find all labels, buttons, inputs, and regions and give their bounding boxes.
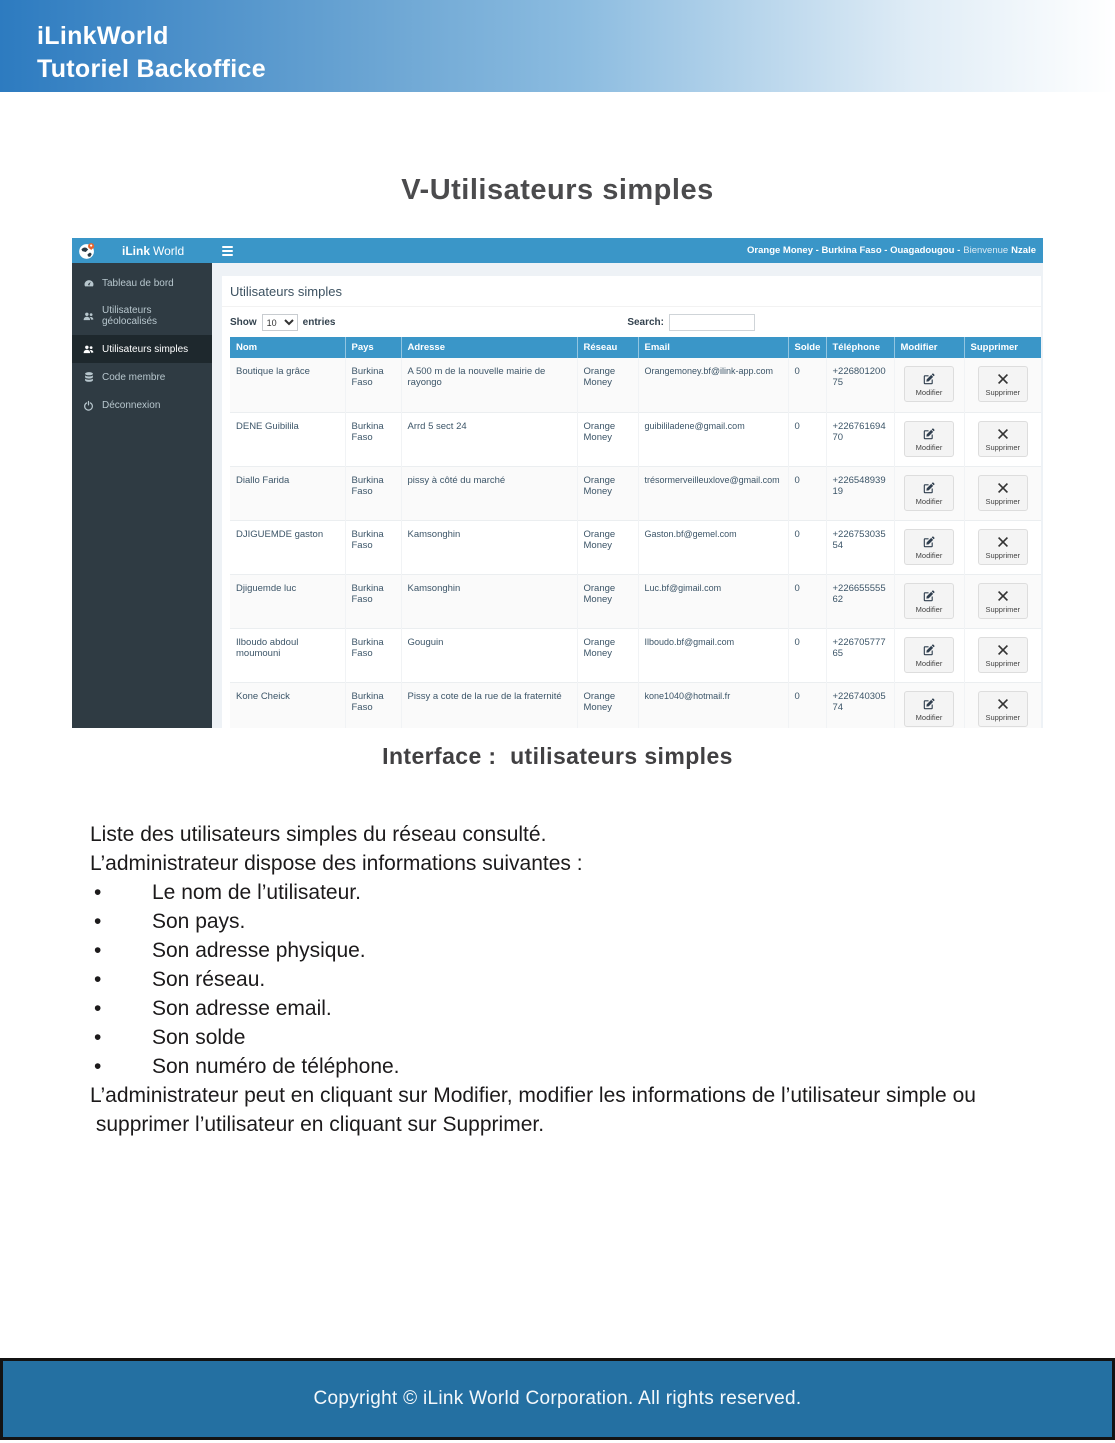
- cell-adresse: Kamsonghin: [401, 574, 577, 628]
- cell-email: guibililadene@gmail.com: [638, 412, 788, 466]
- bullet-marker: •: [94, 968, 102, 991]
- cell-telephone: +22670577765: [826, 628, 894, 682]
- search-input[interactable]: [669, 314, 755, 331]
- cell-solde: 0: [788, 574, 826, 628]
- table-row: [230, 412, 1041, 466]
- cell-email: kone1040@hotmail.fr: [638, 682, 788, 728]
- cell-modifier: [894, 412, 964, 466]
- bullet-text: Son adresse physique.: [152, 939, 366, 962]
- cell-supprimer: [964, 628, 1041, 682]
- button-label: Modifier: [915, 658, 943, 668]
- bullet-marker: •: [94, 910, 102, 933]
- sidebar-item-deconnexion[interactable]: [72, 391, 212, 419]
- x-icon: [998, 482, 1008, 494]
- bullet-marker: •: [94, 881, 102, 904]
- sidebar-item-label: Tableau de bord: [102, 277, 174, 289]
- body-line: supprimer l’utilisateur en cliquant sur Supprimer.: [90, 1113, 545, 1136]
- cell-telephone: +22676169470: [826, 412, 894, 466]
- cell-telephone: +22654893919: [826, 466, 894, 520]
- cell-reseau: Orange Money: [577, 466, 638, 520]
- cell-pays: Burkina Faso: [345, 574, 401, 628]
- edit-icon: [923, 482, 935, 494]
- app-brand: [72, 238, 212, 263]
- users-table: [230, 337, 1041, 728]
- bullet-text: Son solde: [152, 1026, 246, 1049]
- column-header: Pays: [345, 337, 401, 358]
- cell-nom: Djiguemde luc: [236, 582, 297, 594]
- bullet-text: Son pays.: [152, 910, 246, 933]
- body-line: L’administrateur dispose des informations suivantes :: [90, 852, 583, 875]
- cell-pays: Burkina Faso: [345, 358, 401, 412]
- cell-pays: Burkina Faso: [345, 682, 401, 728]
- button-label: Modifier: [915, 442, 943, 452]
- modifier-button[interactable]: [904, 583, 954, 619]
- table-row: [230, 358, 1041, 412]
- table-row: [230, 520, 1041, 574]
- modifier-button[interactable]: [904, 529, 954, 565]
- sidebar-item-utilisateurs-simples[interactable]: [72, 335, 212, 363]
- x-icon: [998, 644, 1008, 656]
- cell-adresse: Gouguin: [401, 628, 577, 682]
- button-label: Modifier: [915, 604, 943, 614]
- sidebar-item-code-membre[interactable]: [72, 363, 212, 391]
- cell-pays: Burkina Faso: [345, 412, 401, 466]
- main-content: [212, 263, 1043, 728]
- cell-supprimer: [964, 574, 1041, 628]
- cell-modifier: [894, 520, 964, 574]
- supprimer-button[interactable]: [978, 421, 1028, 457]
- edit-icon: [923, 644, 935, 656]
- edit-icon: [923, 373, 935, 385]
- cell-modifier: [894, 358, 964, 412]
- bullet-marker: •: [94, 1055, 102, 1078]
- cell-adresse: Kamsonghin: [401, 520, 577, 574]
- hamburger-menu-icon[interactable]: [212, 238, 243, 263]
- entries-select[interactable]: [262, 314, 298, 331]
- bullet-text: Son numéro de téléphone.: [152, 1055, 400, 1078]
- modifier-button[interactable]: [904, 637, 954, 673]
- sidebar-item-label: Code membre: [102, 371, 166, 383]
- users-table-header-row: [230, 337, 1041, 358]
- button-label: Supprimer: [985, 388, 1021, 397]
- cell-pays: Burkina Faso: [345, 466, 401, 520]
- cell-reseau: Orange Money: [577, 520, 638, 574]
- cell-telephone: +22675303554: [826, 520, 894, 574]
- column-header: Adresse: [401, 337, 577, 358]
- cell-supprimer: [964, 412, 1041, 466]
- cell-reseau: Orange Money: [577, 628, 638, 682]
- cell-email: Gaston.bf@gemel.com: [638, 520, 788, 574]
- cell-nom: DENE Guibilila: [236, 420, 299, 432]
- button-label: Modifier: [915, 550, 943, 560]
- cell-nom: Kone Cheick: [236, 690, 290, 702]
- button-label: Modifier: [915, 496, 943, 506]
- supprimer-button[interactable]: [978, 366, 1028, 402]
- app-brand-text: iLink World: [122, 243, 185, 258]
- button-label: Supprimer: [985, 712, 1021, 722]
- bullet-marker: •: [94, 1026, 102, 1049]
- bullet-text: Son adresse email.: [152, 997, 332, 1020]
- body-line: L’administrateur peut en cliquant sur Modifier, modifier les informations de l’utilisateur simple ou: [90, 1084, 976, 1107]
- cell-solde: 0: [788, 520, 826, 574]
- button-label: Supprimer: [985, 658, 1021, 668]
- cell-modifier: [894, 574, 964, 628]
- edit-icon: [923, 536, 935, 548]
- cell-solde: 0: [788, 358, 826, 412]
- show-label: Show: [230, 317, 257, 328]
- cell-adresse: A 500 m de la nouvelle mairie de rayongo: [401, 358, 577, 412]
- cell-solde: 0: [788, 412, 826, 466]
- column-header: Téléphone: [826, 337, 894, 358]
- cell-reseau: Orange Money: [577, 358, 638, 412]
- doc-banner-line1: iLinkWorld: [37, 22, 169, 50]
- column-header: Nom: [230, 337, 345, 358]
- cell-nom: DJIGUEMDE gaston: [236, 528, 324, 540]
- doc-footer: [0, 1358, 1115, 1440]
- bullet-text: Son réseau.: [152, 968, 266, 991]
- users-icon: [82, 310, 95, 322]
- cell-reseau: Orange Money: [577, 412, 638, 466]
- cell-email: Ilboudo.bf@gmail.com: [638, 628, 788, 682]
- cell-telephone: +22674030574: [826, 682, 894, 728]
- cell-supprimer: [964, 358, 1041, 412]
- modifier-button[interactable]: [904, 691, 954, 727]
- x-icon: [998, 536, 1008, 548]
- cell-adresse: Arrd 5 sect 24: [401, 412, 577, 466]
- table-row: [230, 574, 1041, 628]
- table-controls: [222, 307, 1041, 337]
- button-label: Supprimer: [985, 442, 1021, 452]
- cell-email: Luc.bf@gimail.com: [638, 574, 788, 628]
- button-label: Supprimer: [985, 550, 1021, 560]
- cell-telephone: +22680120075: [826, 358, 894, 412]
- cell-pays: Burkina Faso: [345, 520, 401, 574]
- bullet-item: [90, 907, 1070, 936]
- cell-modifier: [894, 466, 964, 520]
- backoffice-screenshot: [72, 238, 1043, 728]
- cell-adresse: pissy à côté du marché: [401, 466, 577, 520]
- x-icon: [998, 428, 1008, 440]
- x-icon: [998, 590, 1008, 602]
- x-icon: [998, 698, 1008, 710]
- edit-icon: [923, 698, 935, 710]
- cell-solde: 0: [788, 628, 826, 682]
- sidebar-item-label: Déconnexion: [102, 399, 161, 411]
- bullet-item: [90, 1023, 1070, 1052]
- modifier-button[interactable]: [904, 366, 954, 402]
- supprimer-button[interactable]: [978, 691, 1028, 727]
- bullet-marker: •: [94, 997, 102, 1020]
- ilink-logo-icon: [78, 242, 96, 260]
- cell-modifier: [894, 628, 964, 682]
- section-title: V-Utilisateurs simples: [401, 174, 714, 206]
- column-header: Solde: [788, 337, 826, 358]
- bullet-item: [90, 936, 1070, 965]
- button-label: Modifier: [915, 388, 943, 397]
- doc-banner: [0, 0, 1115, 92]
- sidebar-menu: [72, 263, 212, 728]
- sidebar-item-label: Utilisateurs géolocalisés: [102, 305, 158, 327]
- cell-supprimer: [964, 520, 1041, 574]
- bullet-item: [90, 994, 1070, 1023]
- database-icon: [82, 371, 95, 383]
- table-row: [230, 466, 1041, 520]
- edit-icon: [923, 428, 935, 440]
- users-panel: [222, 276, 1041, 728]
- app-navbar: [72, 238, 1043, 263]
- column-header: Supprimer: [964, 337, 1041, 358]
- cell-email: trésormerveilleuxlove@gmail.com: [638, 466, 788, 520]
- column-header: Email: [638, 337, 788, 358]
- entries-label: entries: [302, 317, 336, 328]
- bullet-item: [90, 878, 1070, 907]
- users-table-body: [230, 358, 1041, 728]
- button-label: Modifier: [915, 712, 943, 722]
- column-header: Réseau: [577, 337, 638, 358]
- modifier-button[interactable]: [904, 421, 954, 457]
- cell-supprimer: [964, 682, 1041, 728]
- sidebar-item-label: Utilisateurs simples: [102, 343, 189, 355]
- doc-banner-title: [0, 0, 1115, 86]
- body-line: Liste des utilisateurs simples du réseau consulté.: [90, 823, 547, 846]
- table-row: [230, 628, 1041, 682]
- cell-email: Orangemoney.bf@ilink-app.com: [638, 358, 788, 412]
- column-header: Modifier: [894, 337, 964, 358]
- bullet-item: [90, 1052, 1070, 1081]
- cell-telephone: +22665555562: [826, 574, 894, 628]
- cell-reseau: Orange Money: [577, 682, 638, 728]
- button-label: Supprimer: [985, 496, 1021, 506]
- modifier-button[interactable]: [904, 475, 954, 511]
- doc-banner-line2: Tutoriel Backoffice: [37, 55, 266, 83]
- supprimer-button[interactable]: [978, 475, 1028, 511]
- screenshot-caption: Interface : utilisateurs simples: [382, 743, 733, 769]
- cell-solde: 0: [788, 466, 826, 520]
- cell-pays: Burkina Faso: [345, 628, 401, 682]
- supprimer-button[interactable]: [978, 529, 1028, 565]
- search-label: Search:: [627, 317, 664, 328]
- cell-nom: Boutique la grâce: [236, 366, 310, 377]
- panel-title: Utilisateurs simples: [222, 276, 1041, 307]
- copyright-text: Copyright © iLink World Corporation. All rights reserved.: [313, 1388, 802, 1409]
- button-label: Supprimer: [985, 604, 1021, 614]
- sidebar-item-utilisateurs-geolocalises[interactable]: [72, 297, 212, 335]
- supprimer-button[interactable]: [978, 583, 1028, 619]
- x-icon: [998, 373, 1008, 385]
- search-area: [627, 314, 755, 331]
- navbar-user-info: Orange Money - Burkina Faso - Ouagadougou - Bienvenue Nzale: [747, 245, 1036, 256]
- users-icon: [82, 343, 95, 355]
- supprimer-button[interactable]: [978, 637, 1028, 673]
- cell-nom: Ilboudo abdoul moumouni: [236, 636, 299, 659]
- body-text: [90, 820, 1070, 1139]
- power-icon: [82, 399, 95, 411]
- cell-solde: 0: [788, 682, 826, 728]
- cell-modifier: [894, 682, 964, 728]
- dashboard-icon: [82, 277, 95, 289]
- bullet-item: [90, 965, 1070, 994]
- sidebar-item-tableau-de-bord[interactable]: [72, 269, 212, 297]
- cell-adresse: Pissy a cote de la rue de la fraternité: [401, 682, 577, 728]
- bullet-text: Le nom de l’utilisateur.: [152, 881, 361, 904]
- table-row: [230, 682, 1041, 728]
- cell-supprimer: [964, 466, 1041, 520]
- bullet-marker: •: [94, 939, 102, 962]
- cell-nom: Diallo Farida: [236, 474, 290, 486]
- cell-reseau: Orange Money: [577, 574, 638, 628]
- edit-icon: [923, 590, 935, 602]
